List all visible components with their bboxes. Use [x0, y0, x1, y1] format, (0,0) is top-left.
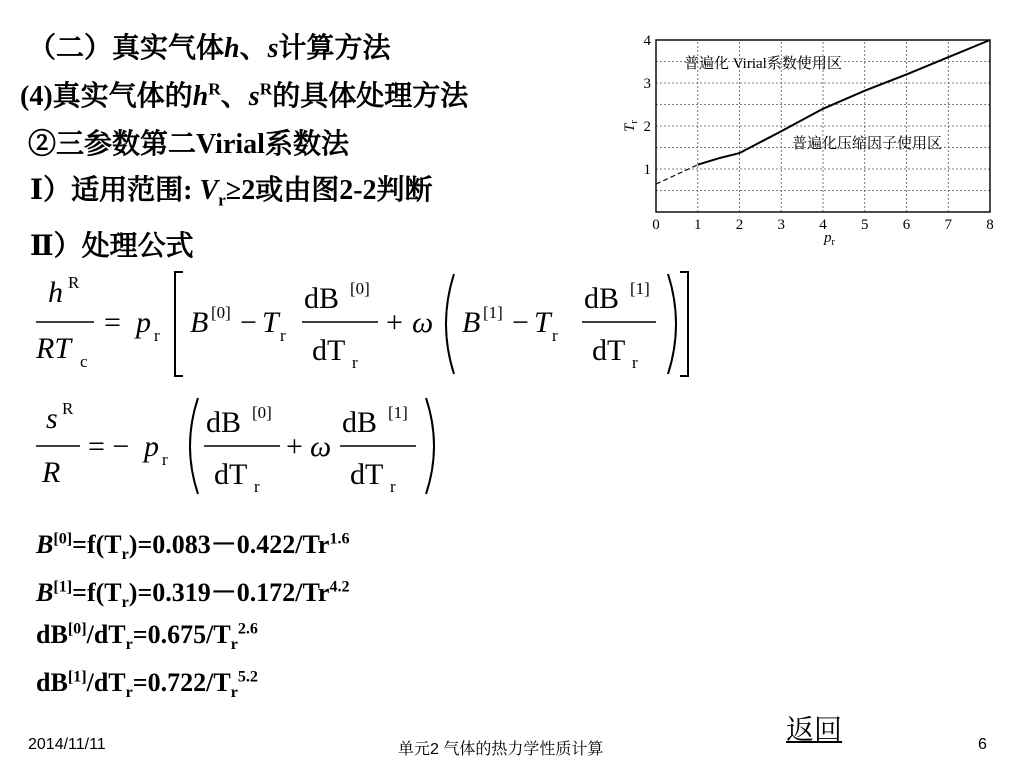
region-lower-label: 普遍化压缩因子使用区	[792, 136, 943, 152]
svg-text:+: +	[286, 430, 303, 463]
x-tick-label: 8	[986, 217, 994, 233]
applicability-chart	[612, 28, 1012, 250]
x-tick-label: 7	[944, 217, 952, 233]
footer-title: 单元2 气体的热力学性质计算	[398, 741, 604, 758]
svg-text:ω: ω	[310, 430, 332, 463]
x-tick-label: 4	[819, 217, 827, 233]
svg-text:r: r	[280, 326, 286, 345]
x-tick-label: 2	[735, 217, 744, 233]
svg-text:dT: dT	[592, 334, 626, 367]
application-range: Ⅰ）适用范围: $V_r\ge 2$或由图2-2判断	[30, 175, 433, 210]
svg-text:dB: dB	[584, 282, 620, 315]
subtitle-hr-sr: (4)真实气体的$h^R$、$s^R$的具体处理方法	[20, 79, 469, 112]
slide-title: （二）真实气体h、s计算方法	[28, 33, 391, 64]
footer-date: 2014/11/11	[28, 736, 106, 753]
svg-text:[1]: [1]	[388, 403, 408, 422]
svg-text:−: −	[240, 306, 257, 339]
svg-text:B: B	[190, 306, 209, 339]
coef-db0: $dB[0]/dT_r=0.675/T_r^{2.6}$	[36, 620, 258, 654]
formula-heading: Ⅱ）处理公式	[30, 231, 194, 262]
y-tick-label: 2	[643, 119, 651, 135]
svg-text:ω: ω	[412, 306, 434, 339]
svg-text:r: r	[154, 326, 160, 345]
x-tick-label: 3	[777, 217, 785, 233]
svg-text:p: p	[144, 430, 159, 463]
x-tick-label: 1	[694, 217, 702, 233]
svg-text:=: =	[104, 306, 121, 339]
svg-text:R: R	[62, 399, 74, 418]
y-tick-label: 4	[643, 33, 651, 49]
x-tick-label: 6	[902, 217, 911, 233]
svg-text:[1]: [1]	[483, 303, 503, 322]
coef-db1: $dB[1]/dT_r=0.722/T_r^{5.2}$	[36, 668, 258, 702]
svg-text:dB: dB	[206, 406, 242, 439]
svg-text:T: T	[262, 306, 279, 339]
svg-text:r: r	[390, 477, 396, 496]
svg-text:c: c	[80, 352, 88, 371]
svg-text:R: R	[42, 456, 61, 489]
x-axis-label: $p_r$	[824, 230, 835, 248]
svg-text:T: T	[534, 306, 551, 339]
svg-text:B: B	[462, 306, 481, 339]
coef-b1: $B[1]=f(T_r)=0.319-0.172/Tr^{4.2}$	[36, 578, 350, 612]
svg-text:[0]: [0]	[211, 303, 231, 322]
svg-text:r: r	[632, 353, 638, 372]
svg-text:dB: dB	[304, 282, 340, 315]
y-tick-label: 3	[643, 76, 651, 92]
svg-text:= −: = −	[88, 430, 130, 463]
svg-text:R: R	[68, 273, 80, 292]
svg-text:s: s	[46, 402, 58, 435]
svg-text:dT: dT	[214, 458, 248, 491]
svg-text:dT: dT	[350, 458, 384, 491]
svg-text:r: r	[162, 450, 168, 469]
svg-text:r: r	[552, 326, 558, 345]
svg-text:r: r	[352, 353, 358, 372]
svg-text:dB: dB	[342, 406, 378, 439]
svg-text:[0]: [0]	[252, 403, 272, 422]
method-title: ②三参数第二Virial系数法	[28, 129, 349, 160]
coef-b0: $B[0]=f(T_r)=0.083-0.422/Tr^{1.6}$	[36, 530, 350, 564]
svg-text:h: h	[48, 276, 63, 309]
y-tick-label: 1	[643, 162, 651, 178]
svg-text:p: p	[136, 306, 151, 339]
svg-text:+: +	[386, 306, 403, 339]
page-number: 6	[978, 736, 987, 753]
svg-text:RT: RT	[36, 332, 72, 365]
x-tick-label: 0	[652, 217, 660, 233]
y-axis-label: $T_r$	[622, 120, 640, 132]
svg-text:[1]: [1]	[630, 279, 650, 298]
equation-sr	[30, 392, 450, 500]
boundary-line-dashed	[656, 165, 698, 184]
back-link[interactable]: 返回	[786, 715, 843, 746]
x-tick-label: 5	[861, 217, 869, 233]
equation-hr	[30, 266, 700, 384]
svg-text:[0]: [0]	[350, 279, 370, 298]
svg-text:−: −	[512, 306, 529, 339]
svg-text:dT: dT	[312, 334, 346, 367]
region-upper-label: 普遍化 Virial系数使用区	[684, 56, 842, 72]
svg-text:r: r	[254, 477, 260, 496]
